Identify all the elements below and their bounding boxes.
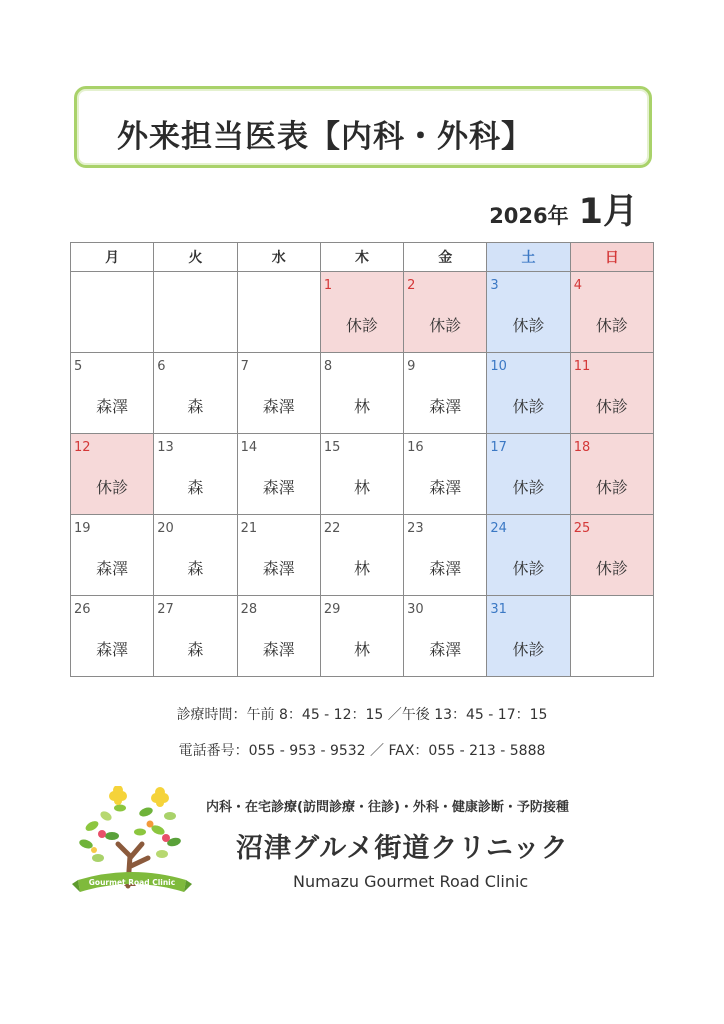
day-cell: [71, 596, 154, 677]
doctor-name: 林: [353, 478, 370, 497]
day-number: 3: [490, 278, 499, 293]
weekday-header-thu: 木: [320, 243, 403, 272]
calendar-table: [70, 242, 654, 677]
day-number: 31: [490, 602, 507, 617]
doctor-name: 森澤: [429, 640, 462, 659]
weekday-header-mon: 月: [71, 243, 154, 272]
day-number: 27: [157, 602, 174, 617]
page-title: 外来担当医表【内科・外科】: [117, 119, 533, 155]
day-cell: [71, 515, 154, 596]
day-number: 25: [573, 521, 591, 536]
weekday-header-row: [71, 243, 654, 272]
day-number: 22: [323, 521, 341, 536]
doctor-name: 森: [187, 640, 204, 659]
day-number: 29: [323, 602, 341, 617]
day-cell-saturday: [487, 272, 570, 353]
day-number: 19: [74, 521, 91, 536]
day-number: 9: [407, 359, 416, 374]
day-cell: [154, 434, 237, 515]
doctor-name: 森澤: [262, 397, 295, 416]
doctor-name: 休診: [429, 316, 462, 335]
month-label: 1月: [578, 192, 638, 232]
contact-numbers: 電話番号：055 - 953 - 9532 ／ FAX：055 - 213 - 5888: [178, 743, 546, 759]
doctor-name: 森: [187, 559, 204, 578]
day-number: 14: [240, 440, 258, 455]
day-number: 13: [157, 440, 174, 455]
clinic-logo: [70, 786, 194, 898]
title-box: [74, 86, 652, 168]
day-cell-saturday: [487, 596, 570, 677]
weekday-header-fri: 金: [404, 243, 487, 272]
day-number: 8: [323, 359, 333, 374]
doctor-name: 休診: [512, 316, 545, 335]
day-cell: [320, 515, 403, 596]
day-number: 23: [407, 521, 424, 536]
doctor-name: 森澤: [429, 397, 462, 416]
day-cell: [154, 515, 237, 596]
day-number: 15: [323, 440, 341, 455]
day-cell-holiday: [71, 434, 154, 515]
doctor-name: 森澤: [96, 397, 129, 416]
day-cell: [320, 596, 403, 677]
day-cell: [320, 353, 403, 434]
day-cell: [570, 596, 653, 677]
weekday-header-wed: 水: [237, 243, 320, 272]
day-cell: [320, 434, 403, 515]
day-number: 26: [74, 602, 91, 617]
day-cell-saturday: [487, 353, 570, 434]
year-label: 2026年: [489, 204, 569, 228]
weekday-header-sun: 日: [570, 243, 653, 272]
doctor-name: 森澤: [262, 478, 295, 497]
clinic-name-en: Numazu Gourmet Road Clinic: [293, 872, 529, 891]
doctor-name: 森澤: [262, 640, 295, 659]
weekday-header-tue: 火: [154, 243, 237, 272]
doctor-name: 森澤: [262, 559, 295, 578]
day-number: 2: [407, 278, 416, 293]
day-cell: [404, 434, 487, 515]
weekday-header-sat: 土: [487, 243, 570, 272]
day-number: 20: [157, 521, 174, 536]
doctor-name: 休診: [595, 316, 628, 335]
doctor-name: 林: [353, 397, 370, 416]
day-cell: [237, 596, 320, 677]
doctor-name: 森澤: [429, 478, 462, 497]
day-number: 10: [490, 359, 507, 374]
day-number: 6: [157, 359, 166, 374]
consultation-hours: 診療時間：午前 8：45 - 12：15 ／午後 13：45 - 17：15: [176, 707, 548, 723]
day-cell-sunday: [570, 353, 653, 434]
day-cell: [154, 272, 237, 353]
day-cell: [71, 272, 154, 353]
week-row: [71, 353, 654, 434]
day-number: 17: [490, 440, 507, 455]
day-cell-saturday: [487, 515, 570, 596]
doctor-name: 林: [353, 640, 370, 659]
doctor-name: 森: [187, 397, 204, 416]
doctor-name: 休診: [345, 316, 378, 335]
day-cell: [237, 515, 320, 596]
day-cell-holiday: [320, 272, 403, 353]
doctor-name: 森澤: [96, 640, 129, 659]
day-cell-sunday: [570, 272, 653, 353]
day-cell-sunday: [570, 434, 653, 515]
year-month: [489, 184, 638, 234]
day-number: 5: [74, 359, 83, 374]
day-number: 4: [573, 278, 582, 293]
day-number: 24: [490, 521, 507, 536]
day-number: 16: [407, 440, 424, 455]
doctor-name: 休診: [512, 478, 545, 497]
week-row: [71, 434, 654, 515]
day-cell-sunday: [570, 515, 653, 596]
doctor-name: 森澤: [429, 559, 462, 578]
week-row: [71, 272, 654, 353]
services-list: 内科・在宅診療(訪問診療・往診)・外科・健康診断・予防接種: [206, 800, 569, 815]
day-number: 30: [407, 602, 424, 617]
day-number: 7: [240, 359, 249, 374]
clinic-name-jp: 沼津グルメ街道クリニック: [236, 833, 569, 864]
doctor-name: 休診: [595, 397, 628, 416]
doctor-name: 休診: [595, 559, 628, 578]
doctor-name: 休診: [595, 478, 628, 497]
doctor-name: 休診: [512, 559, 545, 578]
day-cell-holiday: [404, 272, 487, 353]
logo-ribbon-text: Gourmet Road Clinic: [88, 878, 176, 887]
day-cell: [71, 353, 154, 434]
doctor-name: 森: [187, 478, 204, 497]
doctor-name: 林: [353, 559, 370, 578]
day-cell: [404, 353, 487, 434]
week-row: [71, 596, 654, 677]
week-row: [71, 515, 654, 596]
day-cell: [237, 272, 320, 353]
day-number: 11: [573, 359, 591, 374]
day-number: 18: [573, 440, 591, 455]
day-cell: [154, 596, 237, 677]
day-cell: [237, 353, 320, 434]
day-number: 21: [240, 521, 258, 536]
day-cell: [237, 434, 320, 515]
day-number: 1: [323, 278, 333, 293]
day-cell: [404, 515, 487, 596]
day-cell: [404, 596, 487, 677]
doctor-name: 休診: [512, 397, 545, 416]
doctor-name: 森澤: [96, 559, 129, 578]
doctor-name: 休診: [96, 478, 129, 497]
day-cell: [154, 353, 237, 434]
day-cell-saturday: [487, 434, 570, 515]
day-number: 12: [74, 440, 91, 455]
day-number: 28: [240, 602, 258, 617]
doctor-name: 休診: [512, 640, 545, 659]
